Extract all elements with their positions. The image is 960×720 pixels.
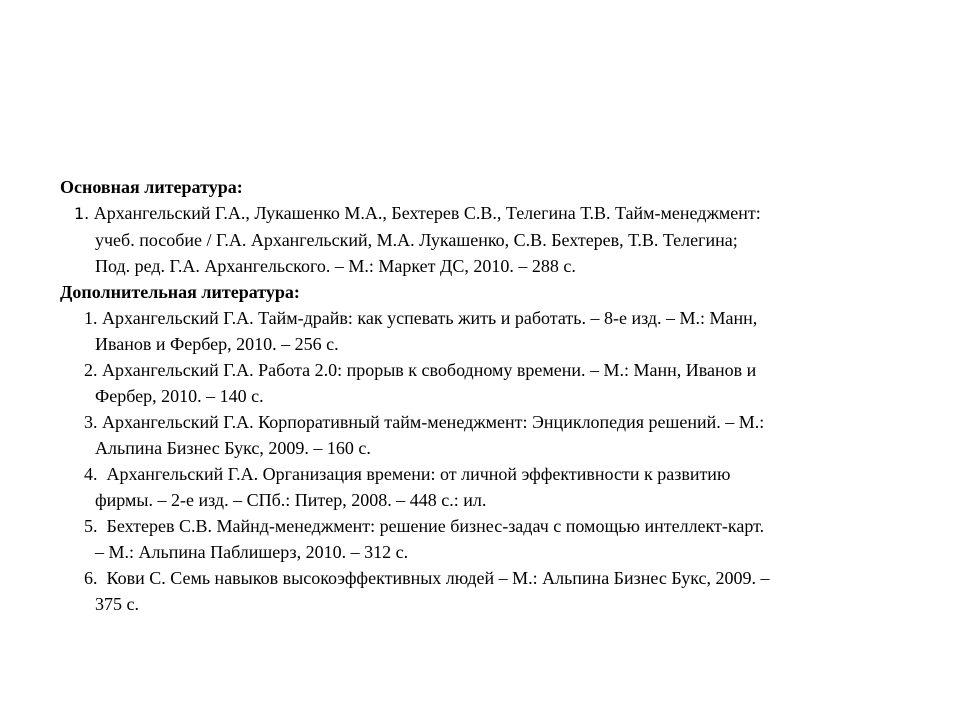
entry-number: 1. [74,204,90,223]
entry-line: Иванов и Фербер, 2010. – 256 с. [95,334,339,354]
entry-line: фирмы. – 2-е изд. – СПб.: Питер, 2008. – 448 с.: ил. [95,490,487,510]
entry-number: 3. [84,412,98,432]
entry-text: Кови С. Семь навыков высокоэффективных людей – М.: Альпина Бизнес Букс, 2009. – [97,568,770,588]
entry-line: – М.: Альпина Паблишерз, 2010. – 312 с. [95,542,409,562]
entry-text: Архангельский Г.А. Тайм-драйв: как успевать жить и работать. – 8-е изд. – М.: Манн, [97,308,758,328]
entry-line [60,409,940,435]
entry-line [60,200,940,227]
entry-line [60,513,940,539]
entry-number: 2. [84,360,98,380]
entry-text: Архангельский Г.А., Лукашенко М.А., Бехтерев С.В., Телегина Т.В. Тайм-менеджмент: [89,203,761,223]
entry-number: 4. [84,464,98,484]
entry-line: Альпина Бизнес Букс, 2009. – 160 с. [95,438,371,458]
additional-literature-entry-2 [60,357,940,409]
main-literature-heading: Основная литература: [60,177,243,197]
entry-line [60,305,940,331]
entry-line: 375 с. [95,594,139,614]
additional-literature-entry-6 [60,565,940,617]
entry-line [60,357,940,383]
slide-content [60,174,940,617]
entry-line [60,461,940,487]
entry-text: Архангельский Г.А. Организация времени: от личной эффективности к развитию [97,464,731,484]
entry-number: 1. [84,308,98,328]
entry-number: 5. [84,516,98,536]
entry-text: Архангельский Г.А. Корпоративный тайм-менеджмент: Энциклопедия решений. – М.: [97,412,765,432]
entry-number: 6. [84,568,98,588]
additional-literature-entry-5 [60,513,940,565]
additional-literature-heading: Дополнительная литература: [60,282,300,302]
main-literature-entry-1 [60,200,940,279]
entry-text: Бехтерев С.В. Майнд-менеджмент: решение бизнес-задач с помощью интеллект-карт. [97,516,765,536]
additional-literature-entry-4 [60,461,940,513]
additional-literature-entry-3 [60,409,940,461]
entry-text: Архангельский Г.А. Работа 2.0: прорыв к свободному времени. – М.: Манн, Иванов и [97,360,757,380]
additional-literature-entry-1 [60,305,940,357]
entry-line: Под. ред. Г.А. Архангельского. – М.: Маркет ДС, 2010. – 288 с. [95,256,576,276]
entry-line: учеб. пособие / Г.А. Архангельский, М.А. Лукашенко, С.В. Бехтерев, Т.В. Телегина; [95,230,738,250]
entry-line: Фербер, 2010. – 140 с. [95,386,264,406]
entry-line [60,565,940,591]
